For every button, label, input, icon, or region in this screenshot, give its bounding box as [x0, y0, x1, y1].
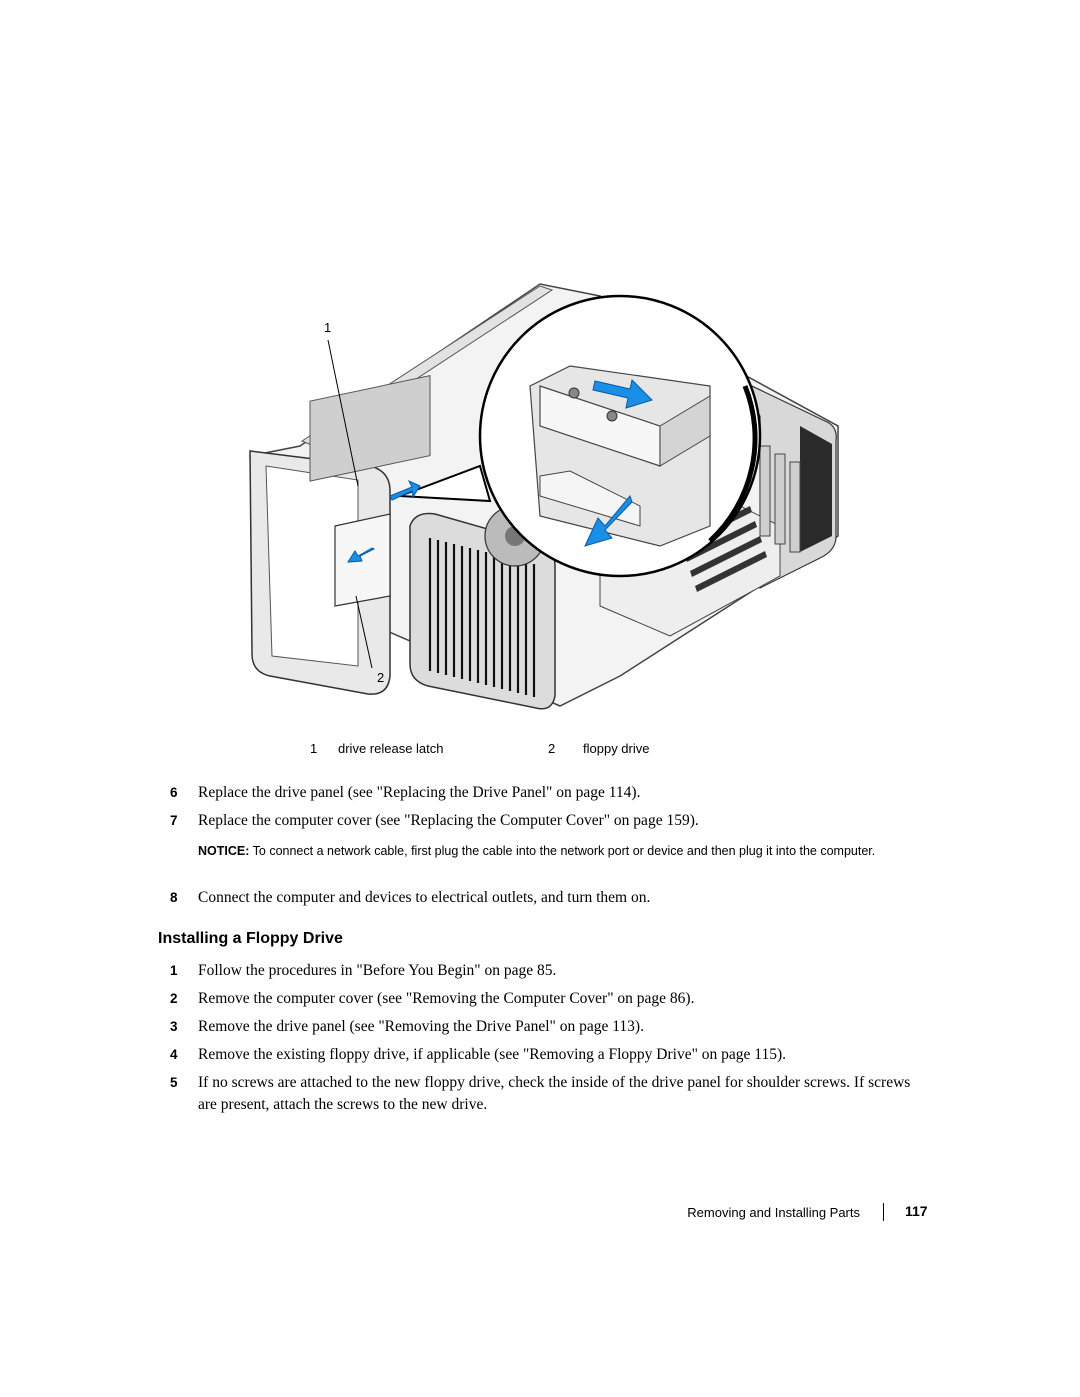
- floppy-drive-removal-diagram: [240, 276, 840, 716]
- page-number: 117: [905, 1203, 928, 1219]
- notice-box: [198, 842, 918, 861]
- legend-num-1: 1: [310, 741, 318, 756]
- step-number: 2: [170, 991, 178, 1006]
- step-number: 5: [170, 1075, 178, 1090]
- section-heading: Installing a Floppy Drive: [158, 930, 343, 947]
- step-number: 4: [170, 1047, 178, 1062]
- chassis-illustration: [240, 276, 840, 716]
- step-text: Replace the computer cover (see "Replacing the Computer Cover" on page 159).: [198, 812, 699, 829]
- figure-legend: [0, 741, 1080, 761]
- legend-label-2: floppy drive: [583, 741, 650, 756]
- running-footer-title: Removing and Installing Parts: [687, 1205, 860, 1220]
- footer-divider: [883, 1203, 884, 1221]
- step-number: 3: [170, 1019, 178, 1034]
- step-text: Remove the drive panel (see "Removing the Drive Panel" on page 113).: [198, 1018, 644, 1035]
- step-text: Remove the existing floppy drive, if applicable (see "Removing a Floppy Drive" on page 115).: [198, 1046, 787, 1063]
- callout-label-1: 1: [324, 320, 332, 335]
- step-text: Replace the drive panel (see "Replacing the Drive Panel" on page 114).: [198, 784, 641, 801]
- legend-label-1: drive release latch: [338, 741, 444, 756]
- step-number: 1: [170, 963, 178, 978]
- step-number: 6: [170, 785, 178, 800]
- step-text: If no screws are attached to the new floppy drive, check the inside of the drive panel for shoulder screws. If screws are present, attach the screws to the new drive.: [198, 1074, 911, 1113]
- step-text: Connect the computer and devices to electrical outlets, and turn them on.: [198, 889, 651, 906]
- callout-label-2: 2: [377, 670, 385, 685]
- step-number: 7: [170, 813, 178, 828]
- notice-label: NOTICE:: [198, 844, 250, 858]
- step-text: Follow the procedures in "Before You Begin" on page 85.: [198, 962, 557, 979]
- step-number: 8: [170, 890, 178, 905]
- step-text: Remove the computer cover (see "Removing the Computer Cover" on page 86).: [198, 990, 695, 1007]
- notice-text: To connect a network cable, first plug the cable into the network port or device and then plug it into the computer.: [252, 844, 876, 858]
- legend-num-2: 2: [548, 741, 556, 756]
